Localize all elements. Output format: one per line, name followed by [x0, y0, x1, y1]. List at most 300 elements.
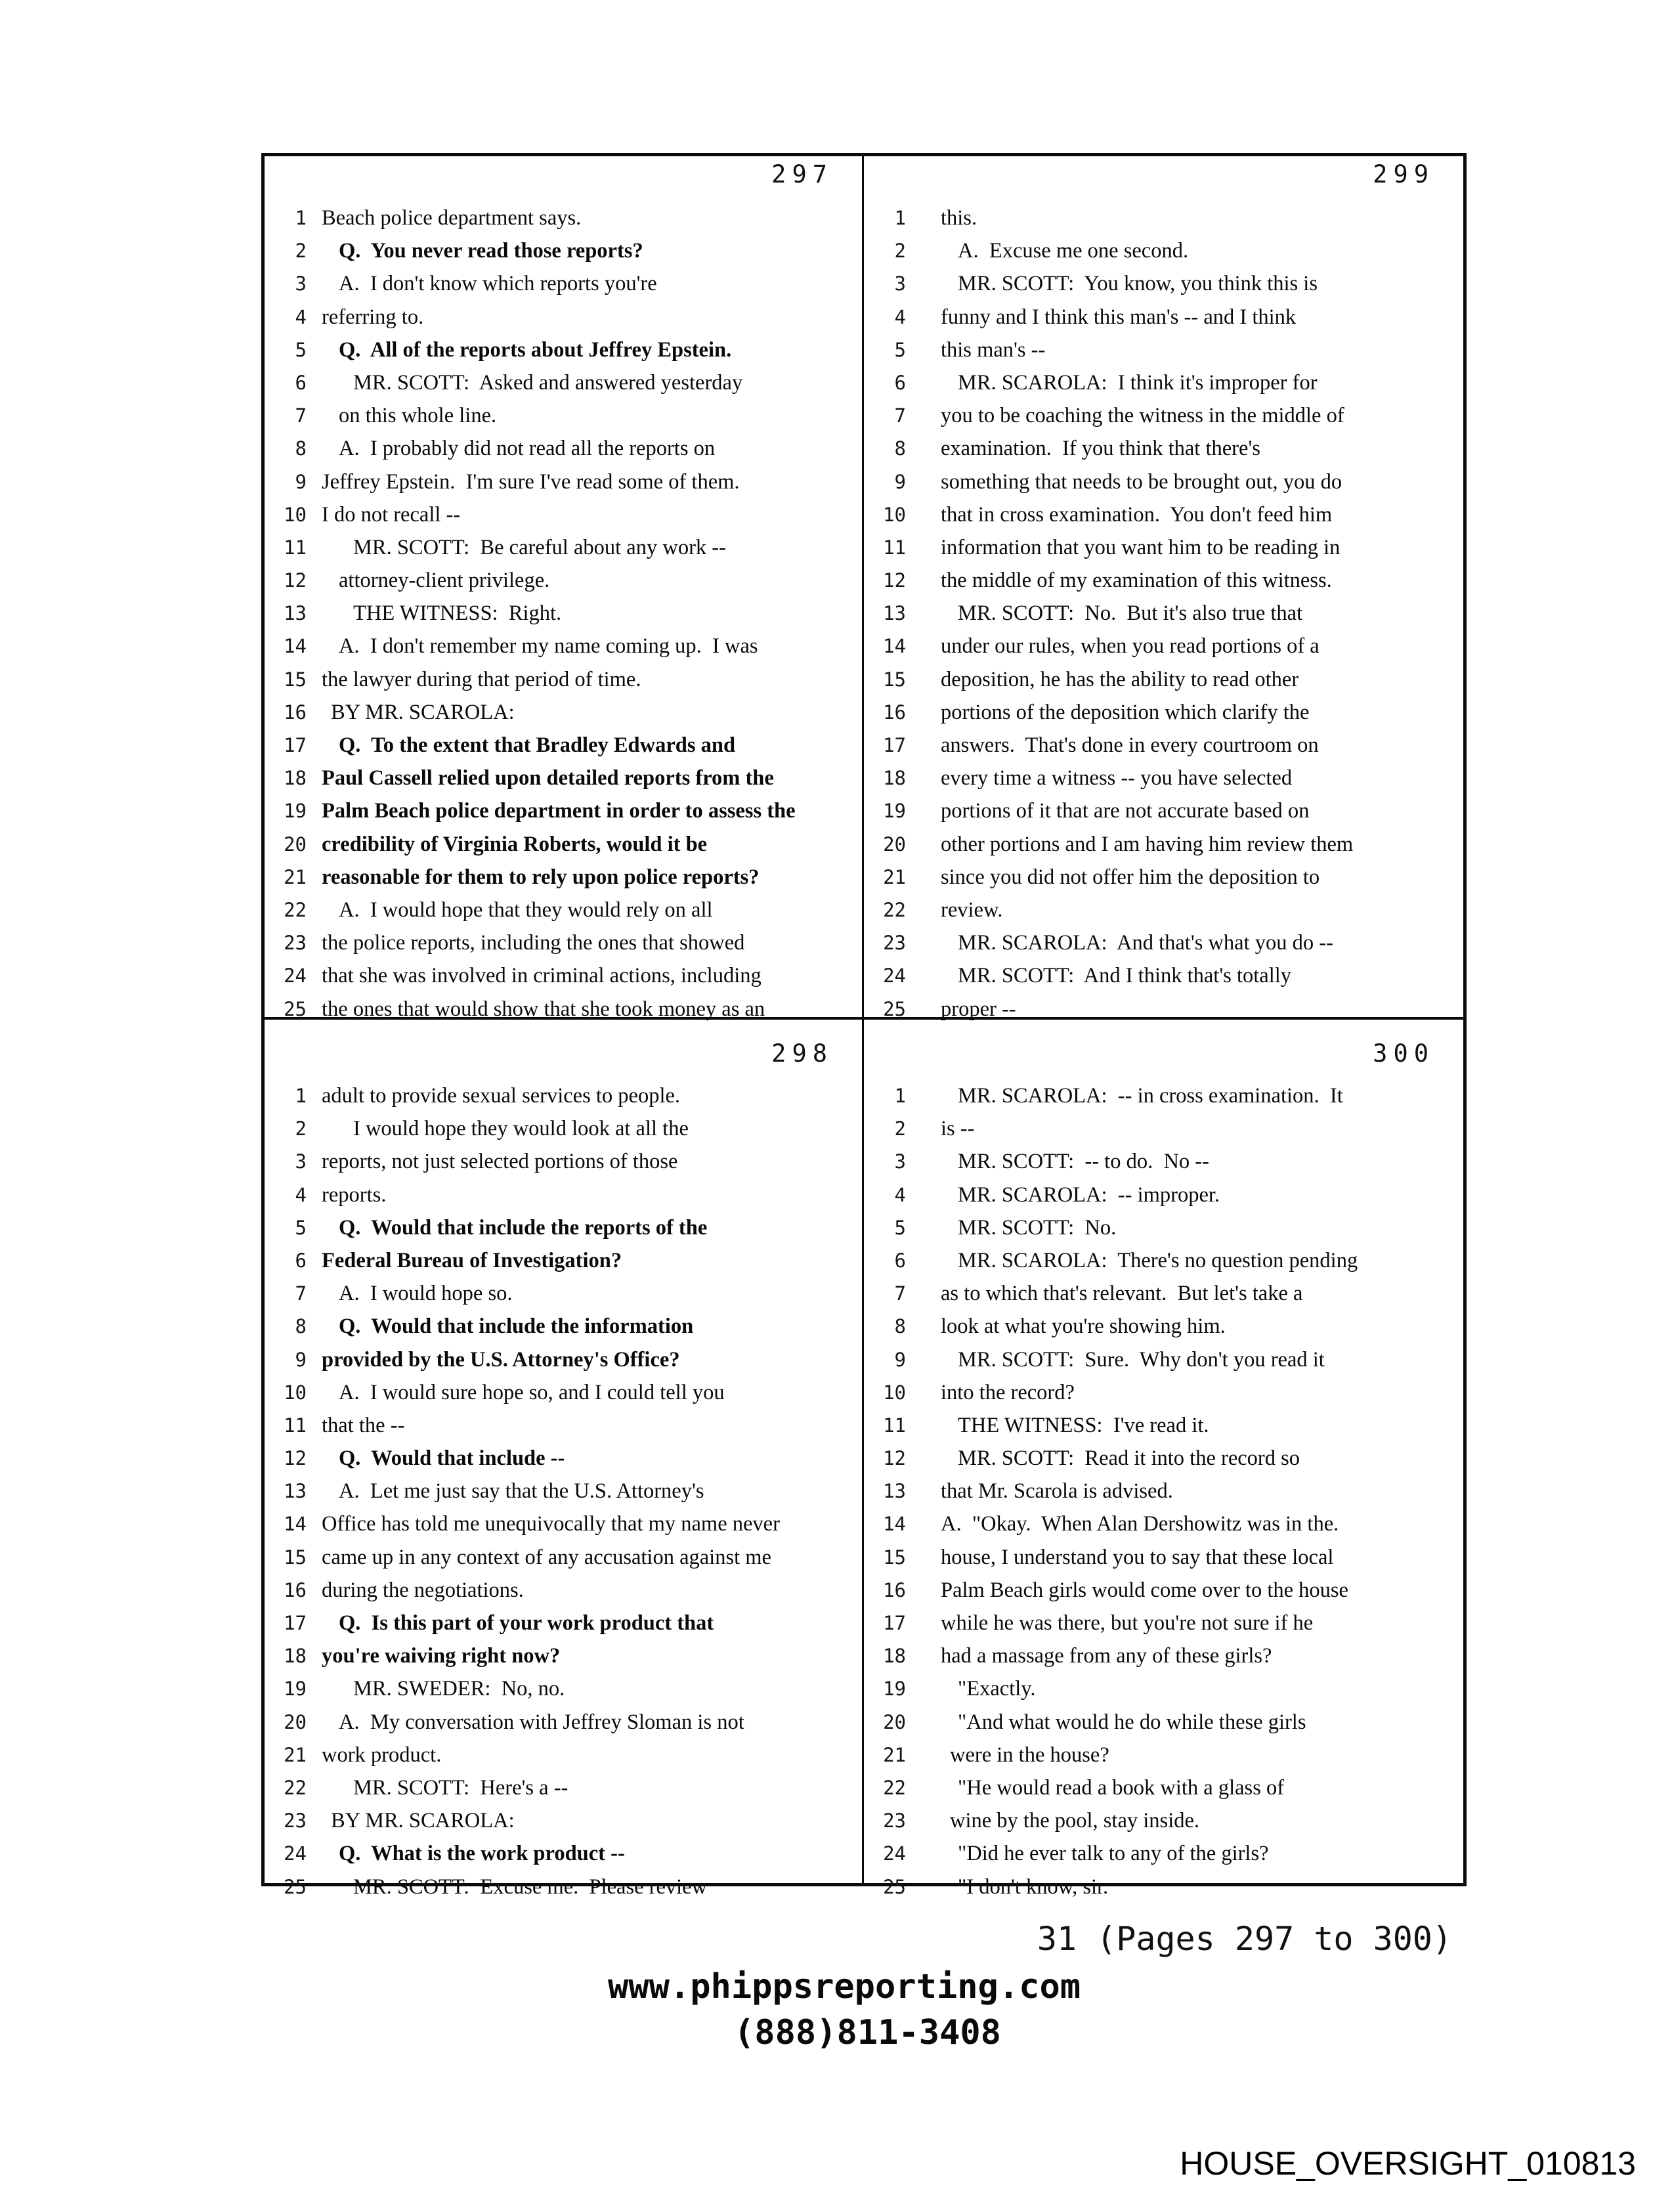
line-number: 12: [284, 569, 307, 592]
line-text: MR. SCAROLA: There's no question pending: [958, 1248, 1358, 1272]
transcript-line: [265, 305, 859, 338]
line-text: came up in any context of any accusation against me: [322, 1545, 771, 1569]
line-number: 22: [284, 1776, 307, 1799]
line-text: MR. SCOTT: -- to do. No --: [958, 1150, 1209, 1174]
transcript-line: [864, 865, 1461, 898]
transcript-line: [265, 536, 859, 569]
line-number: 11: [284, 536, 307, 559]
transcript-line: [265, 1710, 859, 1743]
line-text: proper --: [941, 997, 1016, 1021]
transcript-line: [265, 1809, 859, 1842]
line-number: 6: [894, 1249, 906, 1272]
line-text: A. My conversation with Jeffrey Sloman is not: [339, 1710, 744, 1734]
line-number: 24: [284, 1842, 307, 1865]
transcript-line: [265, 272, 859, 305]
transcript-line: [265, 1546, 859, 1578]
line-number: 5: [295, 338, 307, 361]
line-number: 25: [883, 1875, 906, 1898]
line-text: you to be coaching the witness in the middle of: [941, 404, 1344, 428]
line-text: something that needs to be brought out, you do: [941, 469, 1342, 494]
line-text: provided by the U.S. Attorney's Office?: [322, 1347, 680, 1372]
line-number: 16: [284, 701, 307, 724]
line-text: Beach police department says.: [322, 206, 582, 230]
line-number: 2: [894, 1117, 906, 1140]
transcript-line: [864, 206, 1461, 239]
transcript-line: [864, 898, 1461, 931]
line-number: 3: [295, 1150, 307, 1173]
line-text: wine by the pool, stay inside.: [950, 1809, 1200, 1833]
line-number: 19: [284, 1678, 307, 1701]
transcript-line: [265, 1183, 859, 1216]
line-text: Q. All of the reports about Jeffrey Epstein.: [339, 337, 732, 362]
line-text: deposition, he has the ability to read other: [941, 667, 1299, 691]
transcript-line: [265, 239, 859, 272]
line-text: A. "Okay. When Alan Dershowitz was in the.: [941, 1512, 1339, 1536]
transcript-line: [864, 733, 1461, 766]
line-text: since you did not offer him the deposition to: [941, 865, 1320, 889]
transcript-line: [265, 701, 859, 733]
mini-page-number: 299: [1373, 160, 1434, 188]
mini-page-number: 297: [771, 160, 833, 188]
line-number: 10: [883, 503, 906, 526]
line-text: Q. Would that include the information: [339, 1314, 694, 1339]
transcript-mini-page-299: [864, 156, 1463, 1020]
line-text: A. I would sure hope so, and I could tell you: [339, 1380, 725, 1404]
line-text: "He would read a book with a glass of: [958, 1775, 1285, 1800]
line-number: 8: [295, 437, 307, 460]
transcript-line: [265, 1381, 859, 1414]
line-text: MR. SCAROLA: I think it's improper for: [958, 370, 1318, 395]
line-number: 9: [894, 1348, 906, 1371]
line-number: 16: [883, 701, 906, 724]
line-text: MR. SCAROLA: And that's what you do --: [958, 931, 1333, 955]
transcript-line: [265, 1446, 859, 1479]
line-number: 14: [883, 1513, 906, 1536]
line-text: BY MR. SCAROLA:: [331, 1809, 515, 1833]
line-text: MR. SCOTT: You know, you think this is: [958, 272, 1318, 296]
line-text: that Mr. Scarola is advised.: [941, 1479, 1173, 1504]
transcript-mini-page-300: [864, 1020, 1463, 1899]
line-number: 25: [284, 997, 307, 1020]
transcript-line: [265, 1875, 859, 1908]
line-number: 2: [295, 1117, 307, 1140]
line-number: 7: [295, 1282, 307, 1305]
line-text: that the --: [322, 1413, 405, 1437]
transcript-line: [864, 1183, 1461, 1216]
transcript-line: [864, 338, 1461, 371]
transcript-line: [864, 1249, 1461, 1282]
line-text: MR. SCOTT: Here's a --: [353, 1775, 569, 1800]
line-text: Q. Would that include --: [339, 1446, 565, 1471]
transcript-line: [864, 404, 1461, 437]
transcript-line: [265, 1414, 859, 1446]
line-number: 21: [883, 1743, 906, 1766]
line-text: the lawyer during that period of time.: [322, 667, 641, 691]
line-text: portions of it that are not accurate based on: [941, 799, 1310, 823]
line-text: had a massage from any of these girls?: [941, 1644, 1272, 1668]
transcript-line: [864, 1348, 1461, 1381]
mini-page-number: 300: [1373, 1039, 1434, 1068]
line-text: Palm Beach police department in order to assess the: [322, 799, 796, 823]
transcript-line: [265, 833, 859, 865]
line-number: 7: [894, 1282, 906, 1305]
transcript-line: [265, 1216, 859, 1249]
line-number: 3: [295, 272, 307, 295]
line-text: house, I understand you to say that these local: [941, 1545, 1334, 1569]
transcript-line: [864, 569, 1461, 601]
line-number: 24: [284, 965, 307, 987]
line-number: 1: [295, 1085, 307, 1107]
line-text: MR. SCOTT: Excuse me. Please review: [353, 1875, 708, 1899]
transcript-line: [864, 668, 1461, 701]
transcript-line: [864, 1611, 1461, 1644]
transcript-line: [265, 1512, 859, 1545]
line-number: 23: [284, 1810, 307, 1832]
transcript-line: [265, 1282, 859, 1314]
transcript-line: [864, 1512, 1461, 1545]
transcript-line: [265, 1677, 859, 1710]
line-number: 20: [883, 1710, 906, 1733]
transcript-line: [265, 437, 859, 469]
line-number: 11: [284, 1414, 307, 1437]
line-text: A. I don't know which reports you're: [339, 272, 657, 296]
transcript-line: [864, 1150, 1461, 1182]
line-number: 6: [894, 371, 906, 394]
line-number: 25: [883, 997, 906, 1020]
line-number: 20: [284, 1710, 307, 1733]
line-text: were in the house?: [950, 1743, 1109, 1767]
line-number: 10: [284, 503, 307, 526]
line-text: adult to provide sexual services to people.: [322, 1084, 681, 1108]
line-number: 3: [894, 272, 906, 295]
line-number: 17: [284, 1612, 307, 1634]
line-number: 19: [883, 1678, 906, 1701]
line-number: 16: [284, 1578, 307, 1601]
transcript-line: [265, 668, 859, 701]
transcript-line: [265, 898, 859, 931]
line-number: 13: [284, 602, 307, 625]
transcript-line: [864, 1216, 1461, 1249]
reporter-website: www.phippsreporting.com: [608, 1967, 1081, 2006]
transcript-line: [864, 1743, 1461, 1776]
line-text: the middle of my examination of this witness.: [941, 569, 1332, 593]
line-text: funny and I think this man's -- and I think: [941, 305, 1297, 329]
transcript-line: [864, 931, 1461, 964]
line-number: 7: [894, 404, 906, 427]
line-text: reports, not just selected portions of those: [322, 1150, 678, 1174]
line-number: 15: [883, 1546, 906, 1569]
line-number: 13: [883, 602, 906, 625]
line-text: Palm Beach girls would come over to the house: [941, 1578, 1348, 1602]
line-number: 25: [284, 1875, 307, 1898]
line-text: MR. SCOTT: Be careful about any work --: [353, 535, 726, 559]
line-number: 8: [295, 1315, 307, 1338]
transcript-grid: [261, 153, 1467, 1899]
transcript-line: [864, 437, 1461, 469]
line-text: Office has told me unequivocally that my name never: [322, 1512, 780, 1536]
transcript-line: [265, 503, 859, 536]
line-number: 13: [883, 1480, 906, 1503]
line-number: 18: [883, 767, 906, 790]
line-text: attorney-client privilege.: [339, 569, 550, 593]
line-number: 15: [883, 668, 906, 691]
transcript-line: [265, 601, 859, 634]
line-text: "Did he ever talk to any of the girls?: [958, 1842, 1269, 1866]
transcript-mini-page-298: [265, 1020, 864, 1899]
line-number: 4: [894, 1183, 906, 1206]
line-text: information that you want him to be reading in: [941, 535, 1341, 559]
line-text: that she was involved in criminal actions, including: [322, 964, 762, 988]
line-text: THE WITNESS: Right.: [353, 601, 562, 626]
line-number: 16: [883, 1578, 906, 1601]
page-range-label: 31 (Pages 297 to 300): [1037, 1920, 1452, 1958]
line-text: while he was there, but you're not sure if he: [941, 1611, 1314, 1635]
line-number: 22: [883, 898, 906, 921]
line-number: 18: [284, 1645, 307, 1668]
line-text: MR. SCOTT: Read it into the record so: [958, 1446, 1300, 1471]
line-text: the ones that would show that she took money as an: [322, 997, 765, 1021]
line-text: MR. SCAROLA: -- in cross examination. It: [958, 1084, 1343, 1108]
bates-number: HOUSE_OVERSIGHT_010813: [1180, 2145, 1636, 2182]
transcript-line: [864, 503, 1461, 536]
transcript-line: [864, 1842, 1461, 1875]
line-number: 17: [883, 734, 906, 756]
line-number: 9: [295, 470, 307, 493]
line-text: MR. SCAROLA: -- improper.: [958, 1182, 1220, 1207]
line-text: Jeffrey Epstein. I'm sure I've read some of them.: [322, 469, 740, 494]
line-number: 6: [295, 371, 307, 394]
line-number: 9: [894, 470, 906, 493]
line-number: 19: [284, 800, 307, 823]
line-text: under our rules, when you read portions of a: [941, 634, 1320, 659]
line-number: 21: [883, 865, 906, 888]
transcript-line: [265, 733, 859, 766]
line-text: MR. SCOTT: Sure. Why don't you read it: [958, 1347, 1325, 1372]
transcript-line: [265, 1842, 859, 1875]
line-text: THE WITNESS: I've read it.: [958, 1413, 1209, 1437]
line-number: 23: [883, 932, 906, 955]
line-text: A. Excuse me one second.: [958, 239, 1189, 263]
mini-page-number: 298: [771, 1039, 833, 1068]
line-number: 21: [284, 865, 307, 888]
transcript-line: [265, 470, 859, 503]
transcript-line: [265, 206, 859, 239]
transcript-mini-page-297: [265, 156, 864, 1020]
transcript-line: [864, 470, 1461, 503]
line-text: into the record?: [941, 1380, 1075, 1404]
transcript-line: [265, 1150, 859, 1182]
transcript-line: [864, 964, 1461, 997]
line-number: 18: [284, 767, 307, 790]
line-text: on this whole line.: [339, 404, 497, 428]
line-text: reports.: [322, 1182, 387, 1207]
transcript-line: [864, 305, 1461, 338]
transcript-line: [864, 1414, 1461, 1446]
transcript-line: [864, 1710, 1461, 1743]
transcript-line: [864, 766, 1461, 799]
line-text: answers. That's done in every courtroom on: [941, 733, 1319, 757]
transcript-line: [864, 701, 1461, 733]
line-text: look at what you're showing him.: [941, 1314, 1226, 1339]
line-number: 20: [883, 833, 906, 856]
transcript-line: [265, 1743, 859, 1776]
line-text: portions of the deposition which clarify the: [941, 700, 1310, 724]
line-text: other portions and I am having him review them: [941, 832, 1354, 856]
line-text: "I don't know, sir.: [958, 1875, 1109, 1899]
transcript-line: [265, 634, 859, 667]
line-number: 5: [894, 1216, 906, 1239]
line-text: review.: [941, 898, 1003, 922]
line-list: [265, 206, 859, 1030]
transcript-line: [864, 1446, 1461, 1479]
line-number: 1: [295, 207, 307, 229]
line-number: 4: [894, 305, 906, 328]
transcript-line: [265, 404, 859, 437]
line-number: 8: [894, 1315, 906, 1338]
transcript-line: [265, 964, 859, 997]
transcript-line: [265, 1776, 859, 1809]
line-number: 22: [284, 898, 307, 921]
line-number: 2: [894, 240, 906, 263]
line-number: 15: [284, 1546, 307, 1569]
transcript-line: [864, 371, 1461, 404]
transcript-line: [265, 1611, 859, 1644]
transcript-line: [265, 1249, 859, 1282]
line-list: [864, 1084, 1461, 1908]
line-number: 24: [883, 1842, 906, 1865]
line-number: 14: [284, 1513, 307, 1536]
line-list: [864, 206, 1461, 1030]
transcript-line: [864, 1809, 1461, 1842]
line-number: 3: [894, 1150, 906, 1173]
transcript-line: [864, 1381, 1461, 1414]
transcript-line: [265, 1479, 859, 1512]
line-number: 12: [883, 569, 906, 592]
transcript-line: [265, 1314, 859, 1347]
reporter-phone: (888)811-3408: [734, 2013, 1001, 2052]
line-number: 1: [894, 207, 906, 229]
line-text: credibility of Virginia Roberts, would it be: [322, 832, 708, 856]
transcript-line: [864, 833, 1461, 865]
line-text: Federal Bureau of Investigation?: [322, 1248, 622, 1272]
line-number: 7: [295, 404, 307, 427]
transcript-line: [265, 1578, 859, 1611]
line-number: 2: [295, 240, 307, 263]
transcript-line: [265, 1117, 859, 1150]
line-number: 24: [883, 965, 906, 987]
line-text: Q. You never read those reports?: [339, 239, 643, 263]
transcript-line: [265, 338, 859, 371]
line-text: you're waiving right now?: [322, 1644, 561, 1668]
transcript-line: [864, 1677, 1461, 1710]
transcript-line: [864, 1084, 1461, 1117]
transcript-line: [265, 766, 859, 799]
line-text: MR. SCOTT: No.: [958, 1215, 1117, 1240]
line-text: the police reports, including the ones that showed: [322, 931, 745, 955]
transcript-line: [265, 865, 859, 898]
line-text: reasonable for them to rely upon police reports?: [322, 865, 760, 889]
line-number: 12: [284, 1447, 307, 1470]
line-number: 8: [894, 437, 906, 460]
line-text: Q. What is the work product --: [339, 1842, 625, 1866]
line-text: MR. SCOTT: Asked and answered yesterday: [353, 370, 743, 395]
line-number: 10: [883, 1381, 906, 1404]
line-text: "And what would he do while these girls: [958, 1710, 1306, 1734]
transcript-line: [864, 1117, 1461, 1150]
line-text: is --: [941, 1117, 975, 1141]
transcript-line: [864, 239, 1461, 272]
transcript-line: [265, 371, 859, 404]
line-number: 9: [295, 1348, 307, 1371]
line-number: 20: [284, 833, 307, 856]
line-number: 4: [295, 1183, 307, 1206]
transcript-line: [864, 1314, 1461, 1347]
transcript-line: [265, 1644, 859, 1677]
line-text: Q. Is this part of your work product that: [339, 1611, 714, 1635]
transcript-line: [265, 1084, 859, 1117]
line-text: every time a witness -- you have selected: [941, 766, 1293, 791]
line-text: work product.: [322, 1743, 442, 1767]
transcript-line: [864, 1546, 1461, 1578]
line-number: 6: [295, 1249, 307, 1272]
line-text: as to which that's relevant. But let's take a: [941, 1282, 1303, 1306]
line-list: [265, 1084, 859, 1908]
line-text: Q. To the extent that Bradley Edwards and: [339, 733, 736, 757]
line-text: that in cross examination. You don't feed him: [941, 502, 1333, 527]
line-number: 1: [894, 1085, 906, 1107]
line-number: 23: [284, 932, 307, 955]
line-number: 17: [883, 1612, 906, 1634]
line-number: 14: [883, 635, 906, 658]
transcript-line: [864, 1578, 1461, 1611]
transcript-line: [864, 1644, 1461, 1677]
line-number: 4: [295, 305, 307, 328]
line-number: 14: [284, 635, 307, 658]
line-text: A. Let me just say that the U.S. Attorney's: [339, 1479, 704, 1504]
line-text: A. I don't remember my name coming up. I was: [339, 634, 758, 659]
line-number: 5: [295, 1216, 307, 1239]
line-text: this.: [941, 206, 977, 230]
line-number: 21: [284, 1743, 307, 1766]
line-text: A. I would hope so.: [339, 1282, 513, 1306]
line-text: "Exactly.: [958, 1677, 1036, 1701]
line-number: 5: [894, 338, 906, 361]
line-text: I do not recall --: [322, 502, 461, 527]
line-text: referring to.: [322, 305, 424, 329]
line-text: MR. SWEDER: No, no.: [353, 1677, 565, 1701]
line-text: BY MR. SCAROLA:: [331, 700, 515, 724]
line-number: 11: [883, 536, 906, 559]
line-number: 13: [284, 1480, 307, 1503]
line-text: Q. Would that include the reports of the: [339, 1215, 708, 1240]
line-text: MR. SCOTT: No. But it's also true that: [958, 601, 1303, 626]
transcript-line: [864, 634, 1461, 667]
line-number: 10: [284, 1381, 307, 1404]
line-text: A. I probably did not read all the reports on: [339, 437, 716, 461]
transcript-line: [864, 272, 1461, 305]
transcript-line: [864, 601, 1461, 634]
line-number: 18: [883, 1645, 906, 1668]
transcript-line: [864, 1776, 1461, 1809]
line-number: 22: [883, 1776, 906, 1799]
line-number: 23: [883, 1810, 906, 1832]
transcript-line: [265, 931, 859, 964]
line-text: this man's --: [941, 337, 1046, 362]
transcript-line: [265, 1348, 859, 1381]
line-text: A. I would hope that they would rely on all: [339, 898, 713, 922]
line-text: I would hope they would look at all the: [353, 1117, 689, 1141]
transcript-line: [864, 1479, 1461, 1512]
